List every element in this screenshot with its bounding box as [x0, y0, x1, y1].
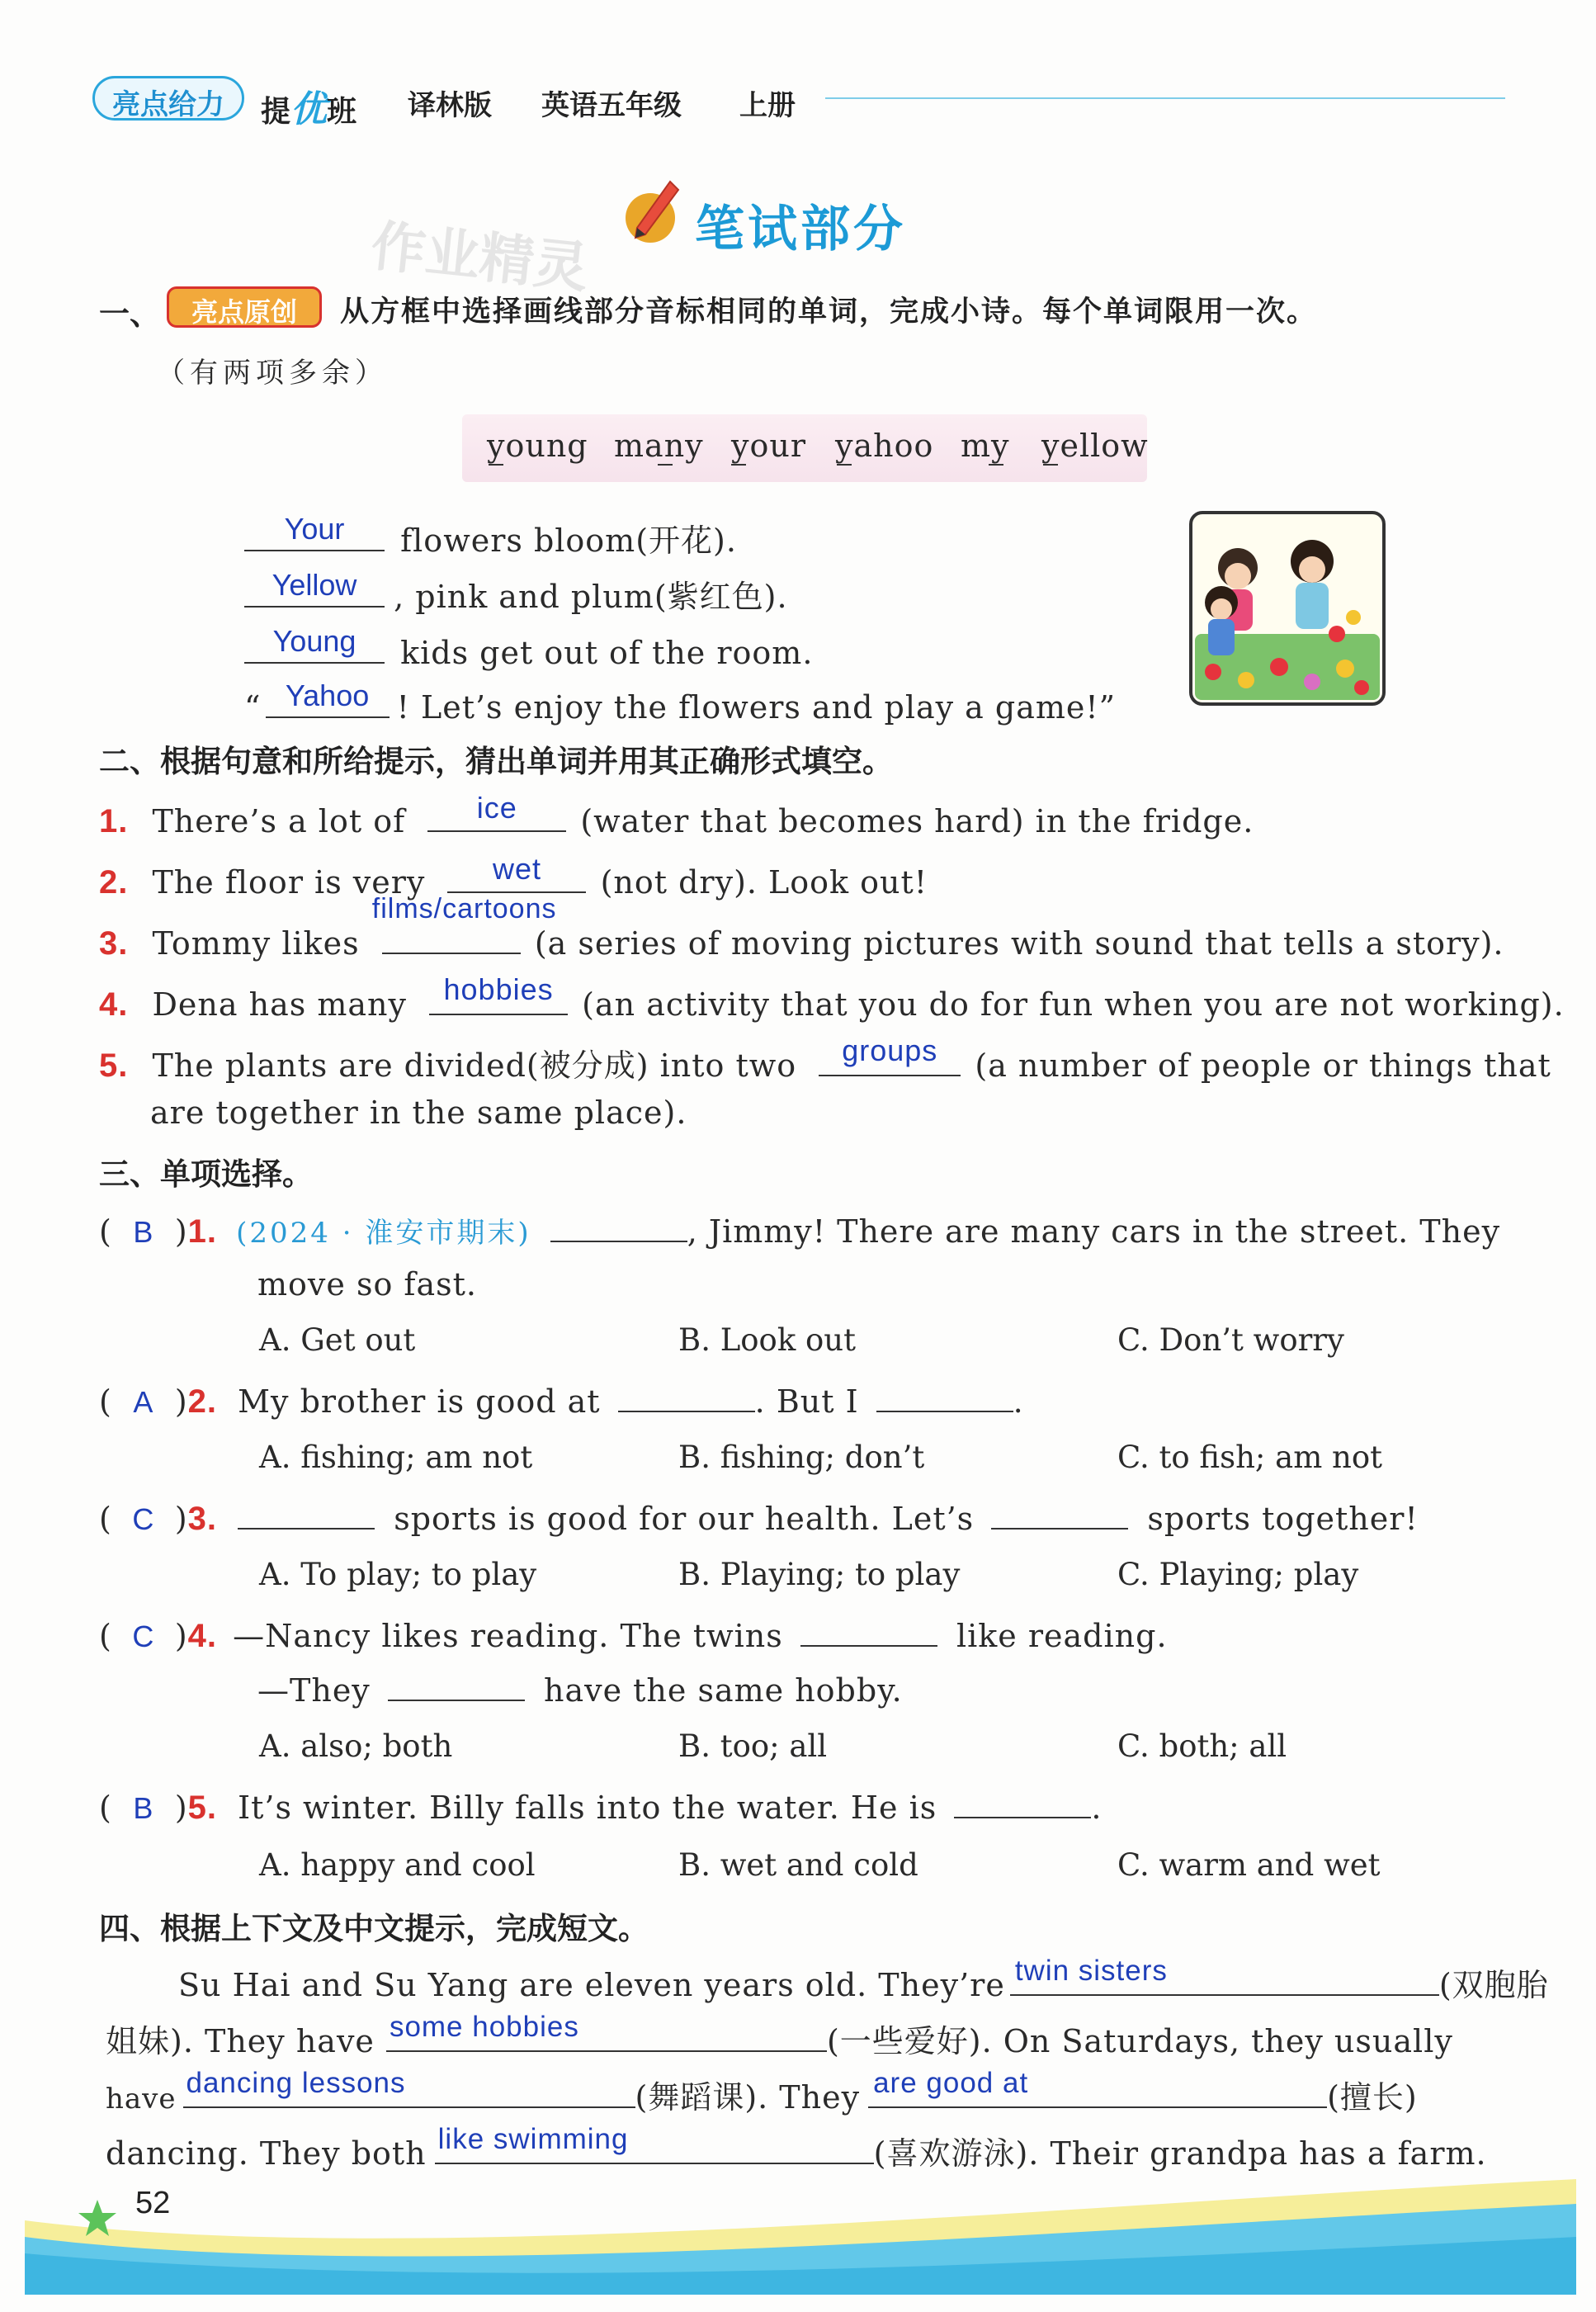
s2-num-1: 1.: [99, 803, 129, 839]
word-many: many: [614, 428, 704, 464]
mc-4-num: 4.: [187, 1618, 218, 1654]
mc-2-answer: A: [133, 1385, 154, 1419]
s4-l3-post: (擅长): [1327, 2079, 1418, 2116]
mc-3-answer: C: [132, 1502, 155, 1536]
section1-label: 一、: [99, 296, 160, 332]
s4-l2-pre: 姐妹). They have: [106, 2023, 375, 2059]
s2-answer-5: groups: [842, 1033, 938, 1067]
mc-2-stem-a: My brother is good at: [238, 1383, 601, 1420]
s4-l4-pre: dancing. They both: [106, 2135, 427, 2172]
section1-instruction: 从方框中选择画线部分音标相同的单词，完成小诗。每个单词限用一次。: [340, 296, 1318, 329]
word-my: my: [961, 428, 1010, 464]
mc-1-num: 1.: [187, 1213, 218, 1250]
mc-1-blank: [550, 1216, 687, 1242]
mc-3-paren: (: [99, 1501, 112, 1537]
s4-l1-post: (双胞胎: [1438, 1967, 1549, 2003]
mc-5-paren: (: [99, 1790, 112, 1826]
header-series-mid: 优: [290, 88, 328, 130]
poem-blank-4: [266, 677, 390, 718]
s2-post-3: (a series of moving pictures with sound that tells a story).: [534, 925, 1504, 962]
s4-answer-3: dancing lessons: [186, 2067, 406, 2099]
pen-icon: [621, 177, 687, 251]
mc-2-opt-b: B. fishing; don’t: [678, 1440, 925, 1475]
kids-flowers-illustration: [1188, 510, 1386, 707]
s2-post-1: (water that becomes hard) in the fridge.: [580, 803, 1254, 839]
s4-blank-3: [183, 2067, 635, 2108]
s2-blank-3: [371, 893, 557, 954]
s2-answer-4: hobbies: [443, 972, 554, 1006]
mc-2-paren: (: [99, 1383, 112, 1420]
s4-answer-5: like swimming: [437, 2123, 629, 2155]
header-series: [261, 79, 357, 132]
mc-1-opt-a: A. Get out: [259, 1322, 416, 1358]
s2-pre-4: Dena has many: [152, 986, 407, 1023]
mc-3-opt-b: B. Playing; to play: [678, 1557, 961, 1592]
mc-5-stem-a: It’s winter. Billy falls into the water. He is: [238, 1790, 937, 1826]
mc-3-paren-close: ): [174, 1501, 188, 1537]
s4-l1-pre: Su Hai and Su Yang are eleven years old. They’re: [178, 1967, 1005, 2003]
poem-blank-2: [244, 566, 385, 608]
mc-4-answer: C: [132, 1619, 155, 1653]
s2-num-5: 5.: [99, 1047, 129, 1084]
mc-2-opt-a: A. fishing; am not: [259, 1440, 533, 1475]
mc-4-stem2-a: —They: [257, 1672, 371, 1709]
mc-1-answer: B: [133, 1215, 154, 1249]
mc-3-num: 3.: [187, 1501, 218, 1537]
s2-answer-1: ice: [476, 791, 517, 825]
mc-4-blank-2: [388, 1675, 525, 1701]
mc-1: [99, 1210, 1500, 1251]
s2-pre-3: Tommy likes: [152, 925, 360, 962]
mc-2-stem-b: . But I: [754, 1383, 859, 1420]
mc-3-stem-a: sports is good for our health. Let’s: [394, 1501, 975, 1537]
s2-blank-4: [429, 972, 568, 1015]
s2-blank-5: [819, 1033, 961, 1076]
s2-pre-5: The plants are divided(被分成) into two: [152, 1047, 797, 1084]
s4-line-3: [106, 2067, 1418, 2117]
star-icon: [76, 2197, 119, 2240]
mc-2-num: 2.: [187, 1383, 218, 1420]
section1-note: （有两项多余）: [157, 357, 388, 390]
s2-item-1: [99, 791, 1254, 840]
poem-answer-1: Your: [284, 512, 345, 546]
mc-2: [99, 1383, 1024, 1421]
mc-5-opt-c: C. warm and wet: [1117, 1847, 1381, 1883]
mc-2-stem-c: .: [1013, 1383, 1024, 1420]
poem-answer-3: Young: [272, 624, 357, 658]
mc-4-opt-c: C. both; all: [1117, 1728, 1287, 1764]
header-series-post: 班: [327, 95, 357, 129]
mc-2-blank-1: [618, 1386, 755, 1412]
header-subject: 英语五年级: [541, 89, 682, 122]
section3-heading: 三、单项选择。: [99, 1156, 313, 1192]
mc-4-stem-b: like reading.: [956, 1618, 1168, 1654]
poem-text-1: flowers bloom(开花).: [400, 522, 737, 559]
s2-item-4: [99, 972, 1565, 1024]
poem-line-1: [244, 510, 737, 560]
mc-5-opt-a: A. happy and cool: [259, 1847, 536, 1883]
s2-blank-1: [427, 791, 566, 832]
mc-1-stem2: move so fast.: [257, 1266, 477, 1303]
watermark: 作业精灵: [368, 214, 592, 300]
s4-line-1: [178, 1955, 1549, 2005]
mc-5-paren-close: ): [174, 1790, 188, 1826]
s2-post-2: (not dry). Look out!: [600, 864, 928, 901]
poem-blank-3: [244, 622, 385, 664]
header-rule: [825, 97, 1505, 99]
s2-pre-1: There’s a lot of: [152, 803, 406, 839]
mc-1-opt-c: C. Don’t worry: [1117, 1322, 1344, 1358]
mc-4-opt-b: B. too; all: [678, 1728, 828, 1764]
s4-line-2: [106, 2011, 1453, 2061]
mc-4-line2: [257, 1672, 903, 1709]
poem-text-3: kids get out of the room.: [400, 635, 814, 671]
mc-3-blank-2: [991, 1503, 1128, 1530]
mc-3-blank-1: [238, 1503, 375, 1530]
s4-l3-pre: have: [106, 2083, 177, 2116]
header-edition: 译林版: [408, 89, 492, 122]
poem-answer-2: Yellow: [272, 568, 357, 602]
s4-answer-4: are good at: [873, 2067, 1029, 2099]
mc-3-opt-c: C. Playing; play: [1117, 1557, 1359, 1592]
header-volume: 上册: [739, 89, 796, 122]
poem-text-4: ! Let’s enjoy the flowers and play a game!”: [396, 689, 1117, 726]
mc-5-answer: B: [133, 1791, 154, 1825]
s4-blank-1: [1010, 1955, 1439, 1996]
s4-answer-2: some hobbies: [389, 2011, 579, 2043]
poem-line-4: [244, 677, 1116, 726]
mc-1-opt-b: B. Look out: [678, 1322, 856, 1358]
mc-5-blank: [954, 1792, 1091, 1818]
mc-5-num: 5.: [187, 1790, 218, 1826]
section1-badge: [167, 286, 322, 328]
mc-1-paren-close: ): [174, 1213, 188, 1250]
word-yellow: yellow: [1041, 428, 1149, 464]
word-young: young: [487, 428, 588, 464]
header-brand: 亮点给力: [112, 88, 224, 121]
footer-wave: [0, 2171, 1596, 2309]
word-yahoo: yahoo: [835, 428, 934, 464]
section2-heading: 二、根据句意和所给提示，猜出单词并用其正确形式填空。: [99, 744, 893, 779]
mc-4: [99, 1618, 1168, 1655]
s2-answer-2: wet: [492, 852, 541, 886]
section4-heading: 四、根据上下文及中文提示，完成短文。: [99, 1911, 649, 1946]
s4-line-4: [106, 2123, 1487, 2173]
s2-item-5: [99, 1033, 1551, 1085]
mc-2-blank-2: [876, 1386, 1013, 1412]
s4-l3-mid: (舞蹈课). They: [635, 2079, 861, 2116]
poem-line-2: [244, 566, 788, 617]
s2-post-5: (a number of people or things that: [975, 1047, 1551, 1084]
page-number: 52: [135, 2186, 171, 2220]
s4-l2-post: (一些爱好). On Saturdays, they usually: [826, 2023, 1453, 2059]
mc-4-paren: (: [99, 1618, 112, 1654]
s2-answer-3: films/cartoons: [371, 893, 557, 924]
poem-answer-4: Yahoo: [285, 678, 370, 712]
s2-num-4: 4.: [99, 986, 129, 1023]
s2-item-3: [99, 893, 1504, 962]
s2-item-5-cont: are together in the same place).: [150, 1095, 687, 1131]
s2-post-4: (an activity that you do for fun when you are not working).: [582, 986, 1565, 1023]
s4-blank-4: [868, 2067, 1327, 2108]
mc-2-paren-close: ): [174, 1383, 188, 1420]
mc-3-opt-a: A. To play; to play: [259, 1557, 537, 1592]
s4-blank-2: [386, 2011, 827, 2052]
section1-badge-text: 亮点原创: [191, 296, 297, 328]
mc-4-stem-a: —Nancy likes reading. The twins: [233, 1618, 783, 1654]
mc-5-opt-b: B. wet and cold: [678, 1847, 918, 1883]
s4-blank-5: [435, 2123, 874, 2164]
mc-4-paren-close: ): [174, 1618, 188, 1654]
poem-quote: “: [244, 689, 262, 726]
mc-3: [99, 1501, 1419, 1538]
s2-blank-2: [447, 852, 586, 893]
mc-4-blank-1: [800, 1620, 937, 1647]
mc-1-paren: (: [99, 1213, 112, 1250]
mc-5-stem-b: .: [1091, 1790, 1103, 1826]
section-title: 笔试部分: [695, 201, 906, 258]
header-brand-badge: [92, 76, 244, 121]
s4-answer-1: twin sisters: [1014, 1955, 1168, 1987]
s4-l4-post: (喜欢游泳). Their grandpa has a farm.: [873, 2135, 1487, 2172]
mc-1-source: (2024 · 淮安市期末): [236, 1217, 531, 1250]
s2-num-3: 3.: [99, 925, 129, 962]
poem-blank-1: [244, 510, 385, 551]
mc-2-opt-c: C. to fish; am not: [1117, 1440, 1383, 1475]
poem-text-2: , pink and plum(紫红色).: [394, 579, 788, 615]
mc-1-stem: , Jimmy! There are many cars in the street. They: [687, 1213, 1501, 1250]
poem-line-3: [244, 622, 813, 671]
s2-pre-2: The floor is very: [152, 864, 426, 901]
mc-3-stem-b: sports together!: [1147, 1501, 1419, 1537]
header-series-pre: 提: [261, 95, 291, 129]
mc-4-opt-a: A. also; both: [259, 1728, 453, 1764]
s2-num-2: 2.: [99, 864, 129, 901]
mc-4-stem2-b: have the same hobby.: [543, 1672, 903, 1709]
word-your: your: [731, 428, 806, 464]
mc-5: [99, 1790, 1102, 1827]
